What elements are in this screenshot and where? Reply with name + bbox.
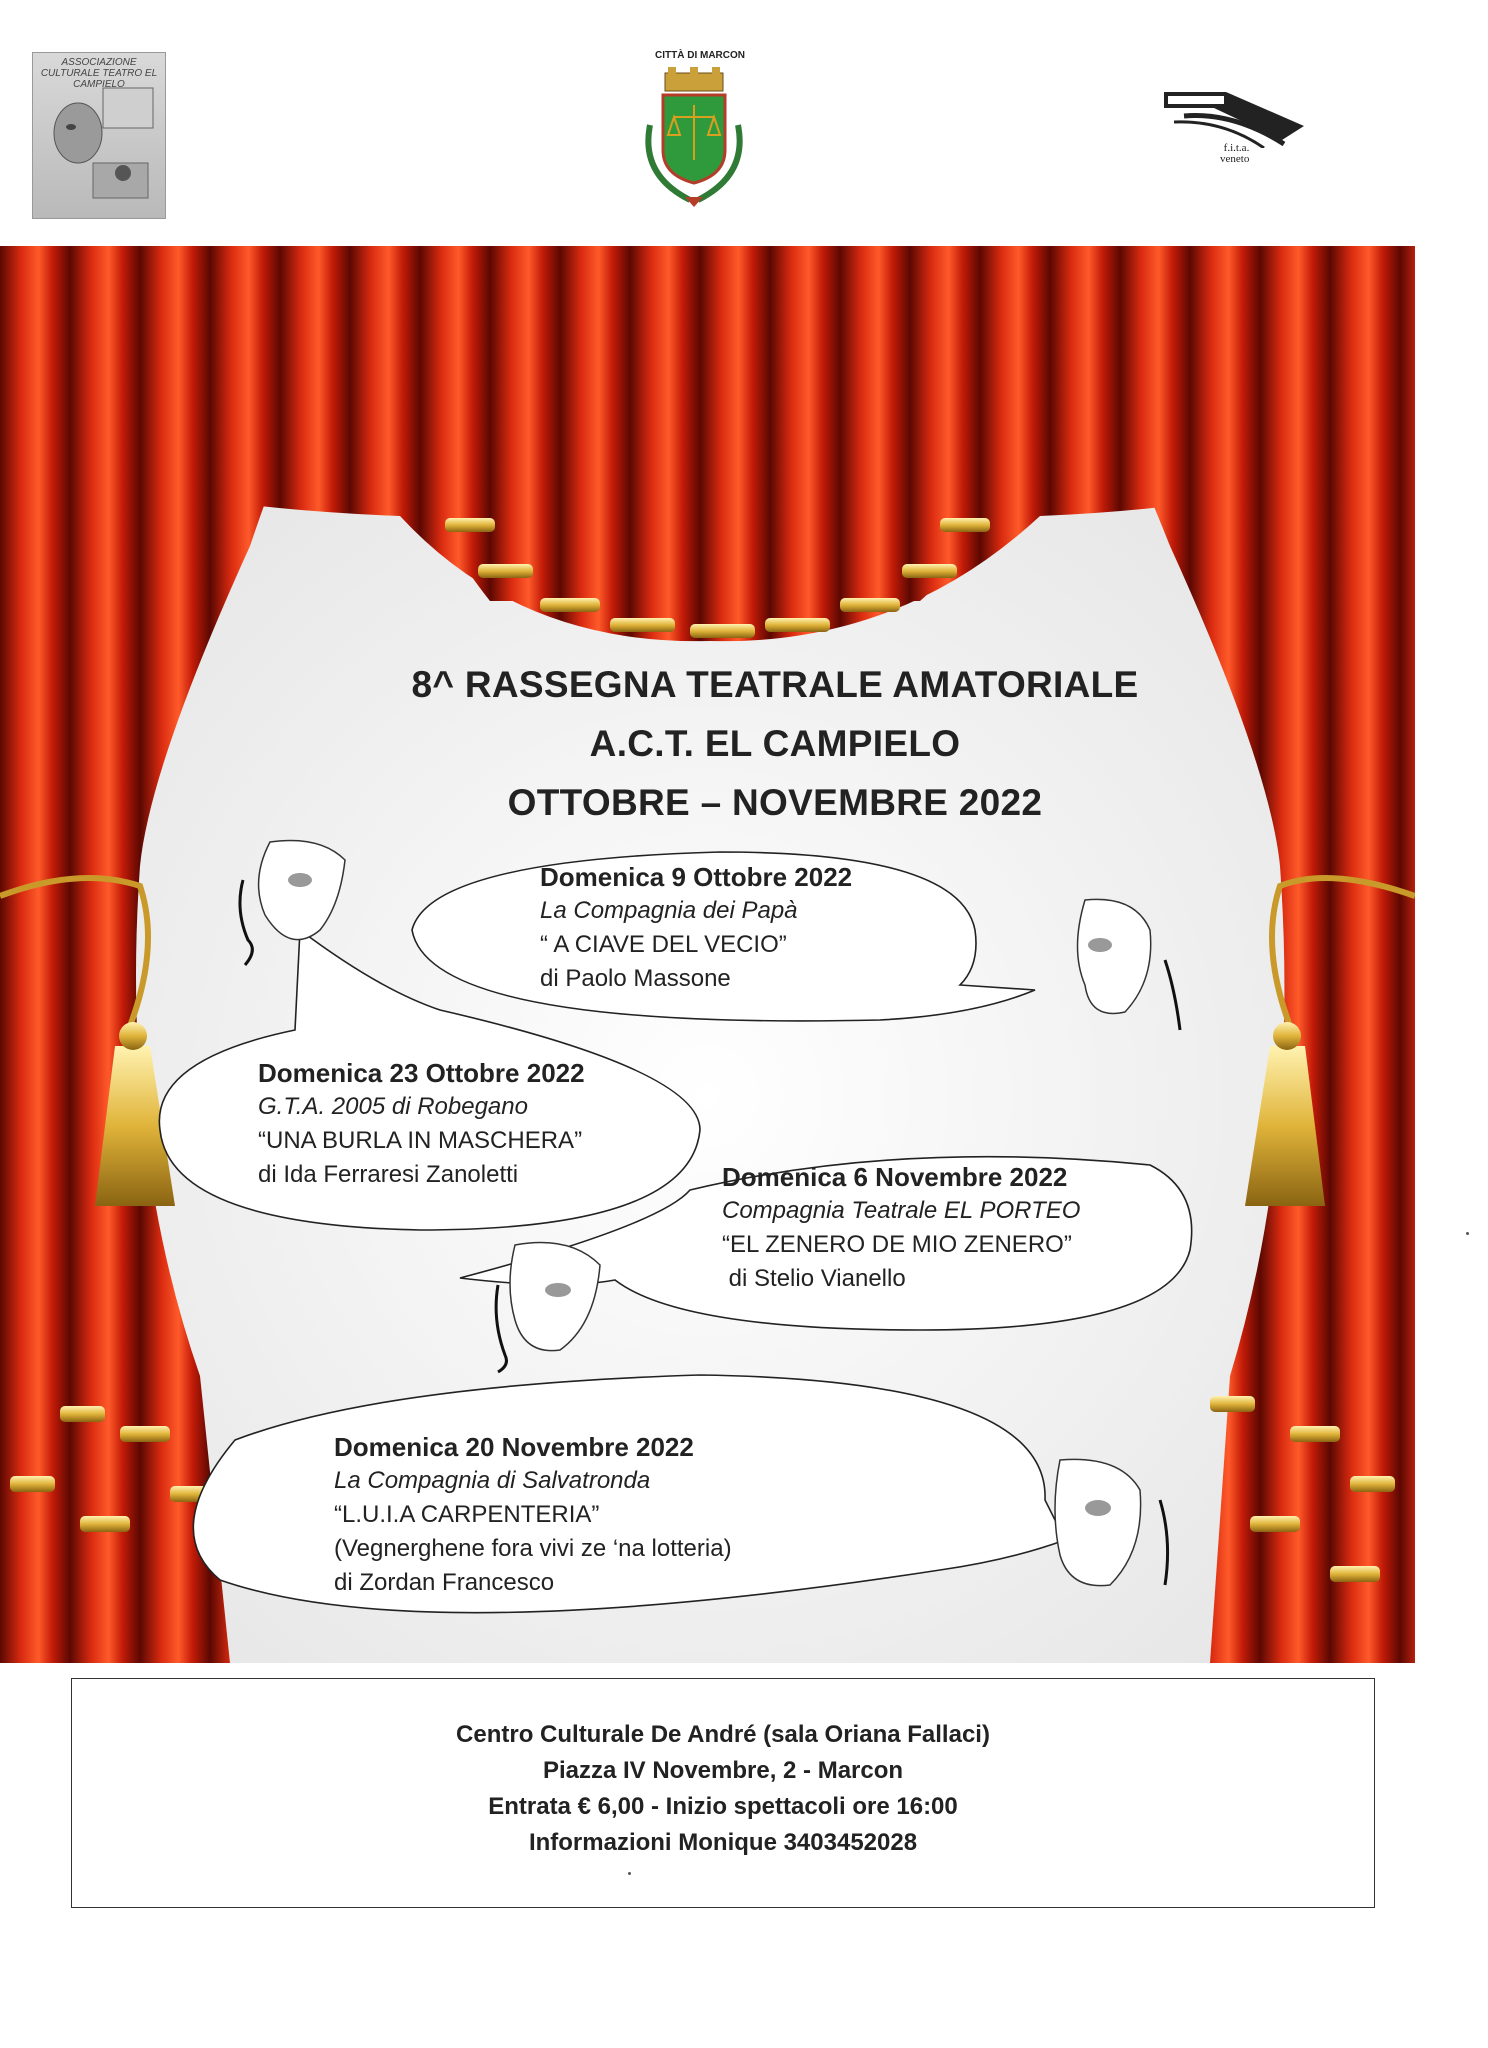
fita-name: f.i.t.a. bbox=[1223, 142, 1250, 154]
venue-info-box bbox=[71, 1678, 1375, 1908]
mask-icon-1 bbox=[259, 840, 345, 939]
event-4-date: Domenica 20 Novembre 2022 bbox=[334, 1432, 694, 1462]
event-3 bbox=[722, 1160, 1080, 1296]
title-line-1: 8^ RASSEGNA TEATRALE AMATORIALE bbox=[411, 664, 1139, 705]
event-3-date: Domenica 6 Novembre 2022 bbox=[722, 1162, 1068, 1192]
event-4-show: “L.U.I.A CARPENTERIA” bbox=[334, 1501, 600, 1528]
event-4-company: La Compagnia di Salvatronda bbox=[334, 1467, 651, 1494]
event-1-date: Domenica 9 Ottobre 2022 bbox=[540, 862, 853, 892]
event-3-company: Compagnia Teatrale EL PORTEO bbox=[722, 1197, 1081, 1224]
campielo-logo-text: ASSOCIAZIONE CULTURALE TEATRO EL CAMPIELO bbox=[40, 57, 158, 90]
event-2 bbox=[258, 1056, 585, 1192]
event-3-show: “EL ZENERO DE MIO ZENERO” bbox=[722, 1231, 1072, 1258]
city-label: CITTÀ DI MARCON bbox=[655, 50, 745, 61]
mask-icon-2 bbox=[1078, 899, 1151, 1013]
event-3-author: di Stelio Vianello bbox=[722, 1265, 906, 1292]
venue-name: Centro Culturale De André (sala Oriana Fallaci) bbox=[456, 1721, 990, 1748]
contact-info: Informazioni Monique 3403452028 bbox=[528, 1829, 918, 1856]
event-1-author: di Paolo Massone bbox=[540, 965, 731, 992]
venue-address: Piazza IV Novembre, 2 - Marcon bbox=[542, 1757, 904, 1784]
event-4-author: di Zordan Francesco bbox=[334, 1569, 555, 1596]
scan-speck bbox=[1466, 1232, 1469, 1235]
title-line-3: OTTOBRE – NOVEMBRE 2022 bbox=[507, 782, 1043, 823]
mask-icon-4 bbox=[1055, 1459, 1141, 1585]
scan-speck bbox=[628, 1872, 631, 1875]
event-2-author: di Ida Ferraresi Zanoletti bbox=[258, 1161, 519, 1188]
event-2-show: “UNA BURLA IN MASCHERA” bbox=[258, 1127, 583, 1154]
event-1-company: La Compagnia dei Papà bbox=[540, 897, 798, 924]
title-line-2: A.C.T. EL CAMPIELO bbox=[589, 723, 961, 764]
entry-info: Entrata € 6,00 - Inizio spettacoli ore 16:00 bbox=[488, 1793, 958, 1820]
event-1 bbox=[540, 860, 852, 996]
event-2-company: G.T.A. 2005 di Robegano bbox=[258, 1093, 528, 1120]
event-4 bbox=[334, 1430, 732, 1600]
event-2-date: Domenica 23 Ottobre 2022 bbox=[258, 1058, 585, 1088]
event-4-subtitle: (Vegnerghene fora vivi ze ‘na lotteria) bbox=[334, 1535, 732, 1562]
event-1-show: “ A CIAVE DEL VECIO” bbox=[540, 931, 787, 958]
fita-region: veneto bbox=[1220, 153, 1250, 165]
